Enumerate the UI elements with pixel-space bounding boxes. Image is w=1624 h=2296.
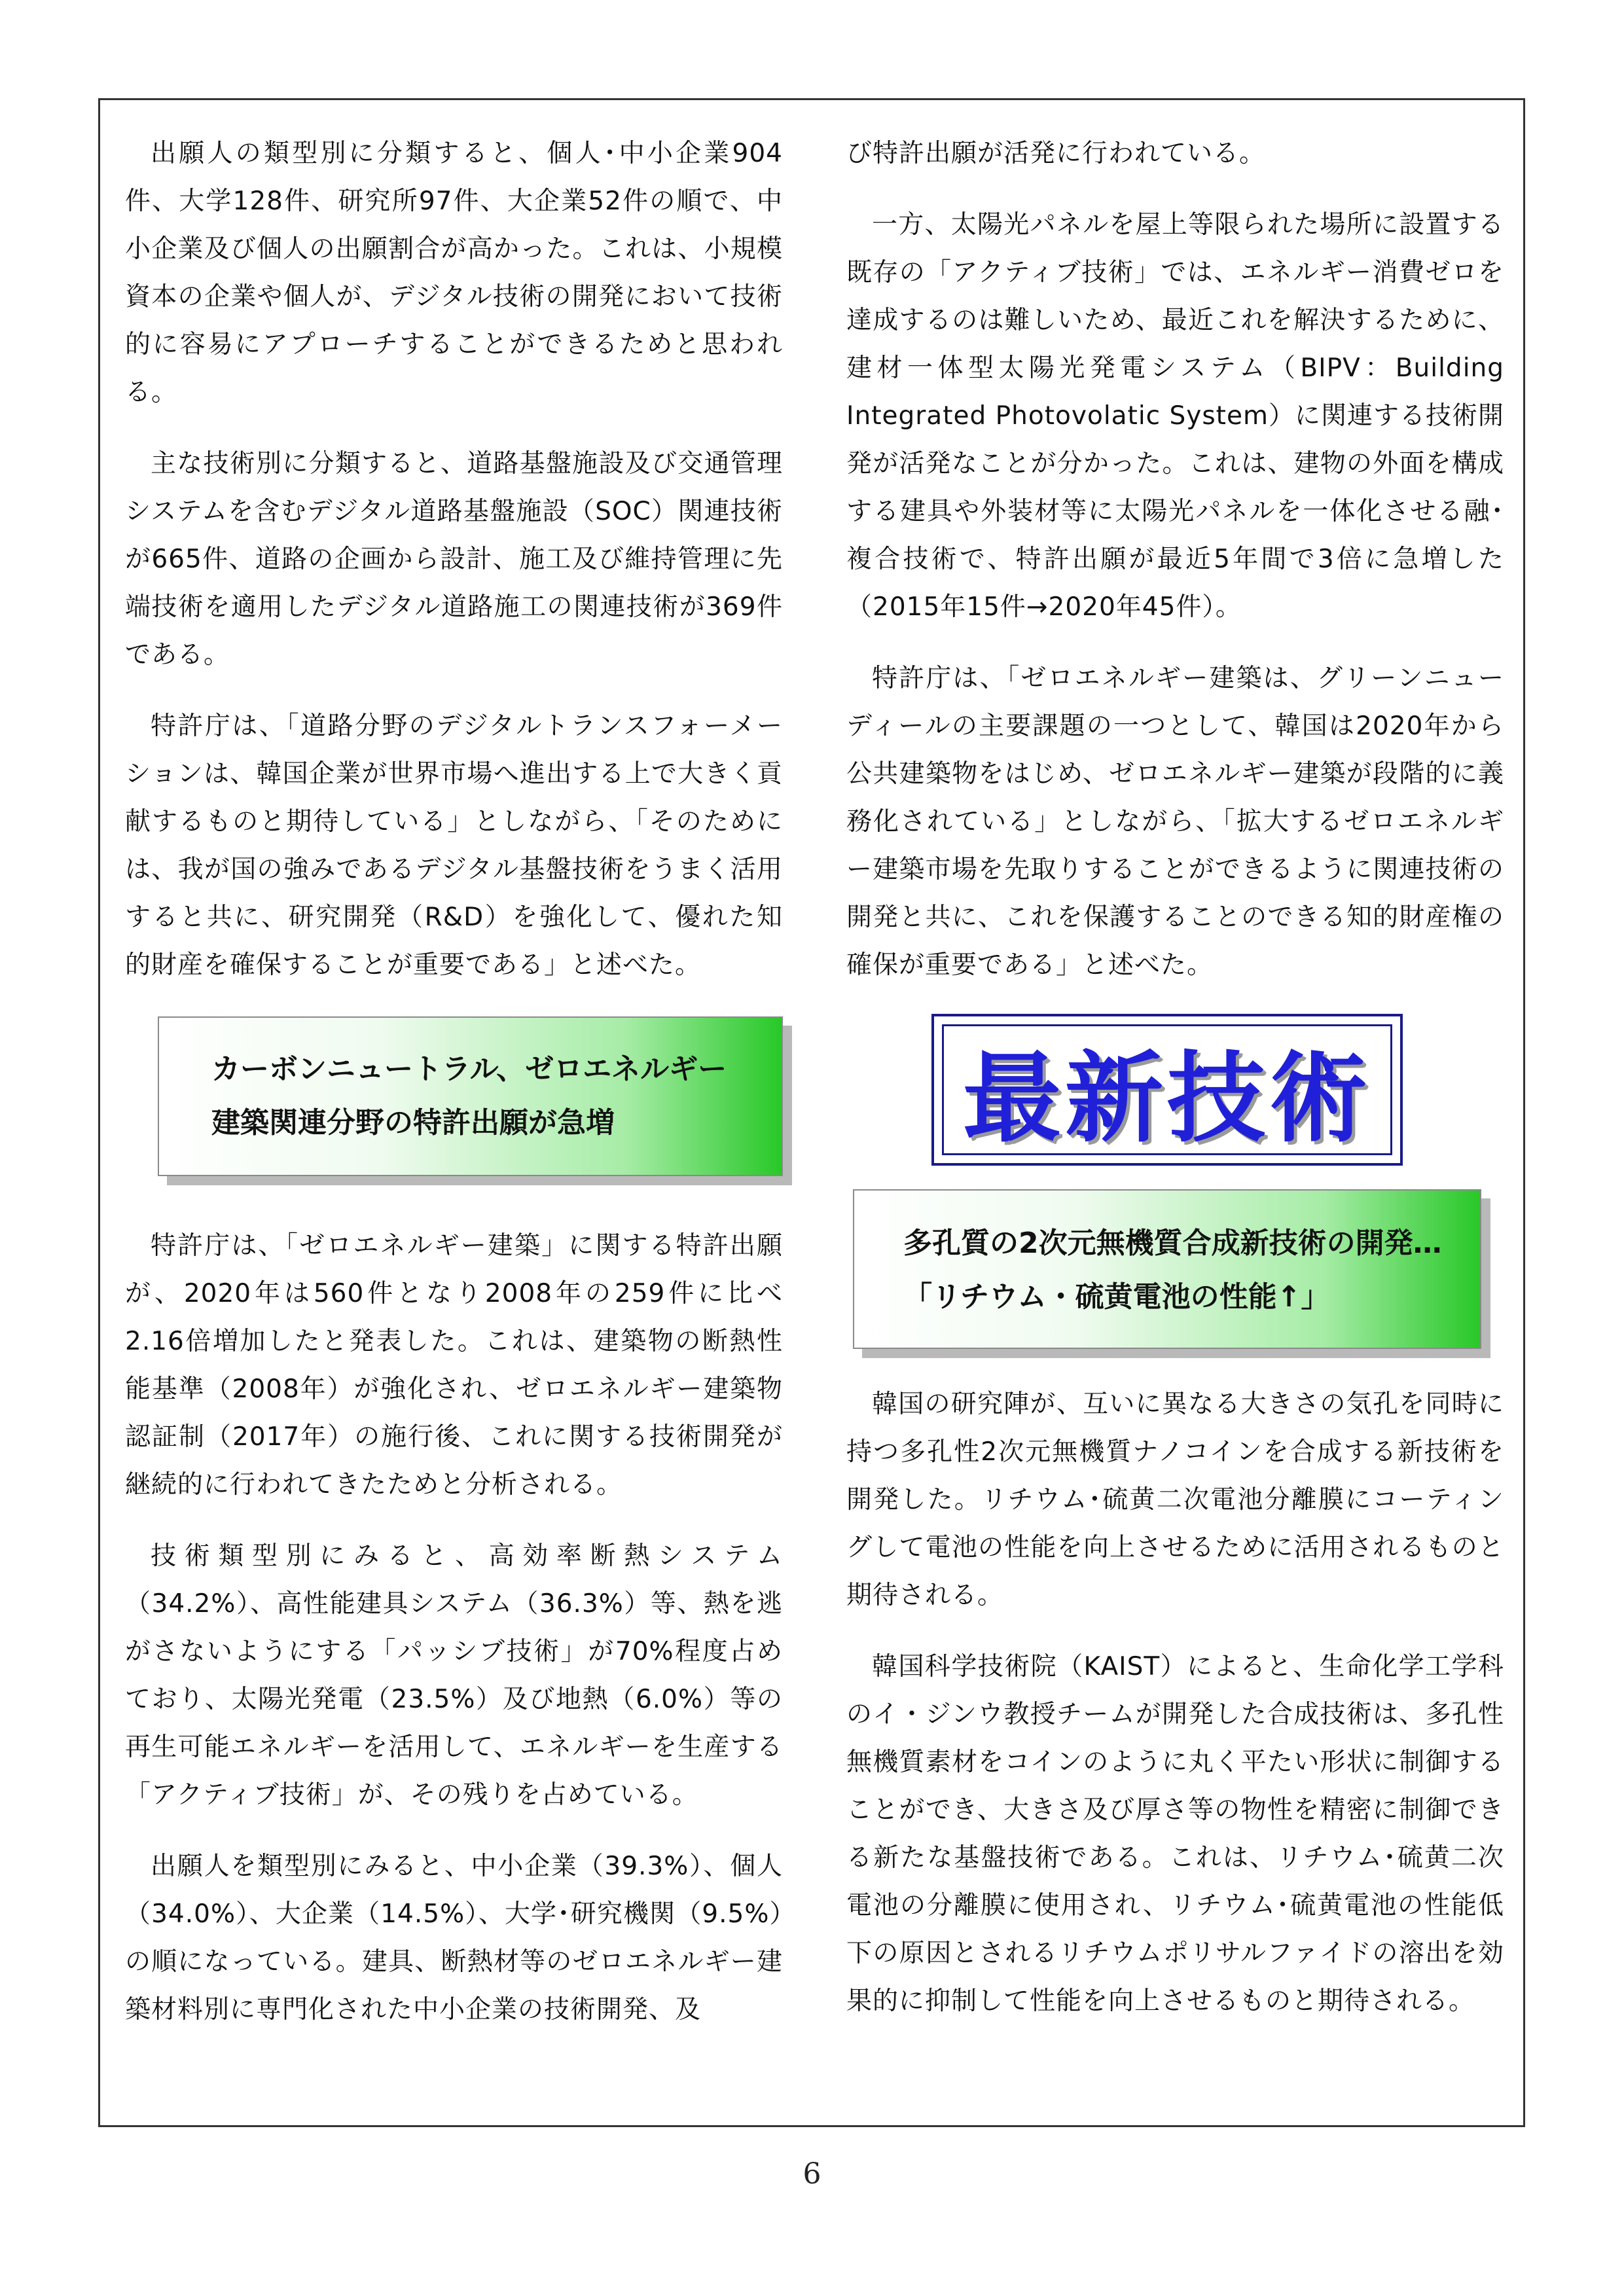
paragraph: 特許庁は、「ゼロエネルギー建築」に関する特許出願が、2020年は560件となり2008年の259件に比べ2.16倍増加したと発表した。これは、建築物の断熱性能基準（2008年）が強化され、ゼロエネルギー建築物認証制（2017年）の施行後、これに関する技術開発が継続的に行われてきたためと分析される。 — [125, 1231, 783, 1499]
paragraph: び特許出願が活発に行われている。 — [846, 139, 1266, 168]
paragraph: 韓国科学技術院（KAIST）によると、生命化学工学科のイ・ジンウ教授チームが開発した合成技術は、多孔性無機質素材をコインのように丸く平たい形状に制御することができ、大きさ及び厚さ等の物性を精密に制御できる新たな基盤技術である。これは、リチウム･硫黄二次電池の分離膜に使用され、リチウム･硫黄電池の性能低下の原因とされるリチウムポリサルファイドの溶出を効果的に抑制して性能を向上させるものと期待される。 — [846, 1652, 1504, 2016]
paragraph: 出願人の類型別に分類すると、個人･中小企業904件、大学128件、研究所97件、大企業52件の順で、中小企業及び個人の出願割合が高かった。これは、小規模資本の企業や個人が、デジタル技術の開発において技術的に容易にアプローチすることができるためと思われる。 — [125, 139, 783, 407]
left-column — [125, 130, 783, 2057]
section-heading-zero-energy: カーボンニュートラル、ゼロエネルギー建築関連分野の特許出願が急増 — [158, 1016, 783, 1176]
paragraph: 主な技術別に分類すると、道路基盤施設及び交通管理システムを含むデジタル道路基盤施設（SOC）関連技術が665件、道路の企画から設計、施工及び維持管理に先端技術を適用したデジタル道路施工の関連技術が369件である。 — [125, 449, 783, 670]
paragraph: 出願人を類型別にみると、中小企業（39.3%）、個人（34.0%）、大企業（14.5%）、大学･研究機関（9.5%）の順になっている。建具、断熱材等のゼロエネルギー建築材料別に専門化された中小企業の技術開発、及 — [125, 1852, 783, 2024]
banner-title: 最新技術 — [942, 1024, 1392, 1155]
section-heading-lithium-sulfur: 多孔質の2次元無機質合成新技術の開発…「リチウム・硫黄電池の性能↑」 — [853, 1189, 1481, 1349]
paragraph: 一方、太陽光パネルを屋上等限られた場所に設置する既存の「アクティブ技術」では、エネルギー消費ゼロを達成するのは難しいため、最近これを解決するために、建材一体型太陽光発電システム（BIPV：Building Integrated Photovolatic System）に関連する技術開発が活発なことが分かった。これは、建物の外面を構成する建具や外装材等に太陽光パネルを一体化させる融･複合技術で、特許出願が最近5年間で3倍に急増した（2015年15件→2020年45件）。 — [846, 210, 1504, 622]
paragraph: 特許庁は、「道路分野のデジタルトランスフォーメーションは、韓国企業が世界市場へ進出する上で大きく貢献するものと期待している」としながら、「そのためには、我が国の強みであるデジタル基盤技術をうまく活用すると共に、研究開発（R&D）を強化して、優れた知的財産を確保することが重要である」と述べた。 — [125, 711, 783, 980]
paragraph: 技術類型別にみると、高効率断熱システム（34.2%）、高性能建具システム（36.3%）等、熱を逃がさないようにする「パッシブ技術」が70%程度占めており、太陽光発電（23.5%）及び地熱（6.0%）等の再生可能エネルギーを活用して、エネルギーを生産する「アクティブ技術」が、その残りを占めている。 — [125, 1541, 783, 1810]
page-number: 6 — [803, 2157, 821, 2191]
latest-tech-banner — [931, 1014, 1403, 1166]
page-frame — [98, 98, 1525, 2127]
paragraph: 韓国の研究陣が、互いに異なる大きさの気孔を同時に持つ多孔性2次元無機質ナノコインを合成する新技術を開発した。リチウム･硫黄二次電池分離膜にコーティングして電池の性能を向上させるために活用されるものと期待される。 — [846, 1390, 1504, 1610]
right-column — [846, 130, 1504, 2049]
paragraph: 特許庁は、「ゼロエネルギー建築は、グリーンニューディールの主要課題の一つとして、韓国は2020年から公共建築物をはじめ、ゼロエネルギー建築が段階的に義務化されている」としながら、「拡大するゼロエネルギー建築市場を先取りすることができるように関連技術の開発と共に、これを保護することのできる知的財産権の確保が重要である」と述べた。 — [846, 664, 1504, 980]
